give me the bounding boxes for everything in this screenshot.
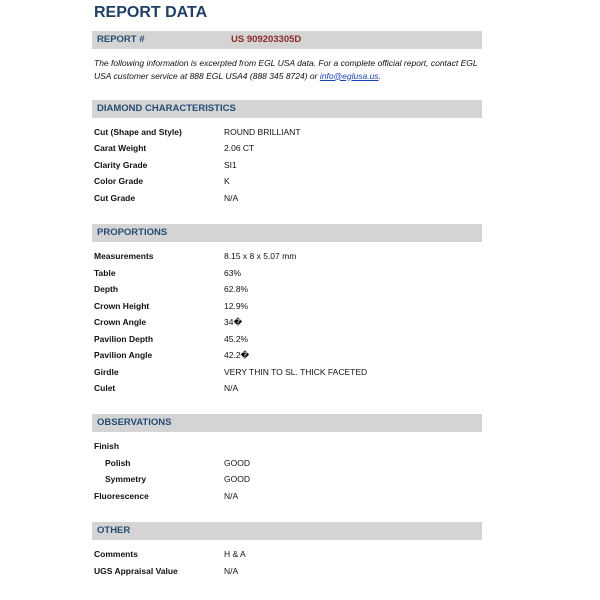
detail-row xyxy=(94,283,494,295)
detail-value: H & A xyxy=(224,549,246,559)
detail-value: 42.2� xyxy=(224,350,250,360)
detail-label: Clarity Grade xyxy=(94,160,148,170)
detail-label: Depth xyxy=(94,284,119,294)
detail-label: Culet xyxy=(94,383,116,393)
detail-value: N/A xyxy=(224,193,239,203)
detail-label: Pavilion Depth xyxy=(94,334,154,344)
detail-label: UGS Appraisal Value xyxy=(94,566,178,576)
intro-body: The following information is excerpted from EGL USA data. For a complete official report, contact EGL USA customer service at 888 EGL USA4 (888 345 8724) or xyxy=(94,58,478,81)
detail-value: 63% xyxy=(224,268,242,278)
detail-row xyxy=(94,366,494,378)
detail-label: Cut (Shape and Style) xyxy=(94,127,182,137)
detail-row xyxy=(94,126,494,138)
detail-label: Symmetry xyxy=(105,474,147,484)
detail-label: Finish xyxy=(94,441,120,451)
report-number-bar xyxy=(92,31,482,49)
detail-row xyxy=(94,175,494,187)
detail-row xyxy=(94,250,494,262)
detail-row xyxy=(94,565,494,577)
section-header-diamond-characteristics: DIAMOND CHARACTERISTICS xyxy=(92,100,482,118)
detail-label: Color Grade xyxy=(94,176,144,186)
intro-text xyxy=(94,57,494,82)
detail-row xyxy=(94,159,494,171)
detail-value: SI1 xyxy=(224,160,237,170)
detail-row xyxy=(94,349,494,361)
detail-row xyxy=(94,440,494,452)
detail-label: Measurements xyxy=(94,251,154,261)
section-header-observations: OBSERVATIONS xyxy=(92,414,482,432)
detail-label: Polish xyxy=(105,458,131,468)
detail-row xyxy=(94,333,494,345)
detail-value: 45.2% xyxy=(224,334,249,344)
detail-label: Crown Height xyxy=(94,301,150,311)
detail-value: N/A xyxy=(224,383,239,393)
report-number-value: US 909203305D xyxy=(231,34,302,45)
detail-row xyxy=(94,300,494,312)
detail-label: Cut Grade xyxy=(94,193,136,203)
section-header-other: OTHER xyxy=(92,522,482,540)
detail-row xyxy=(94,382,494,394)
detail-row xyxy=(94,473,494,485)
detail-value: N/A xyxy=(224,566,239,576)
detail-value: K xyxy=(224,176,230,186)
detail-label: Crown Angle xyxy=(94,317,147,327)
detail-row xyxy=(94,267,494,279)
detail-value: N/A xyxy=(224,491,239,501)
detail-label: Girdle xyxy=(94,367,119,377)
detail-value: 2.06 CT xyxy=(224,143,255,153)
detail-value: 62.8% xyxy=(224,284,249,294)
intro-tail: . xyxy=(378,70,381,81)
detail-value: 12.9% xyxy=(224,301,249,311)
detail-label: Comments xyxy=(94,549,138,559)
section-header-proportions: PROPORTIONS xyxy=(92,224,482,242)
detail-row xyxy=(94,316,494,328)
detail-row xyxy=(94,457,494,469)
detail-row xyxy=(94,142,494,154)
detail-value: 34� xyxy=(224,317,243,327)
page-title: REPORT DATA xyxy=(94,4,208,21)
detail-row xyxy=(94,548,494,560)
detail-value: ROUND BRILLIANT xyxy=(224,127,301,137)
email-link[interactable]: info@eglusa.us xyxy=(319,70,379,81)
detail-value: 8.15 x 8 x 5.07 mm xyxy=(224,251,297,261)
detail-label: Pavilion Angle xyxy=(94,350,153,360)
detail-value: GOOD xyxy=(224,458,250,468)
detail-label: Carat Weight xyxy=(94,143,147,153)
detail-value: GOOD xyxy=(224,474,250,484)
detail-row xyxy=(94,490,494,502)
report-number-label: REPORT # xyxy=(97,34,145,45)
detail-row xyxy=(94,192,494,204)
detail-label: Fluorescence xyxy=(94,491,149,501)
detail-label: Table xyxy=(94,268,116,278)
detail-value: VERY THIN TO SL. THICK FACETED xyxy=(224,367,368,377)
